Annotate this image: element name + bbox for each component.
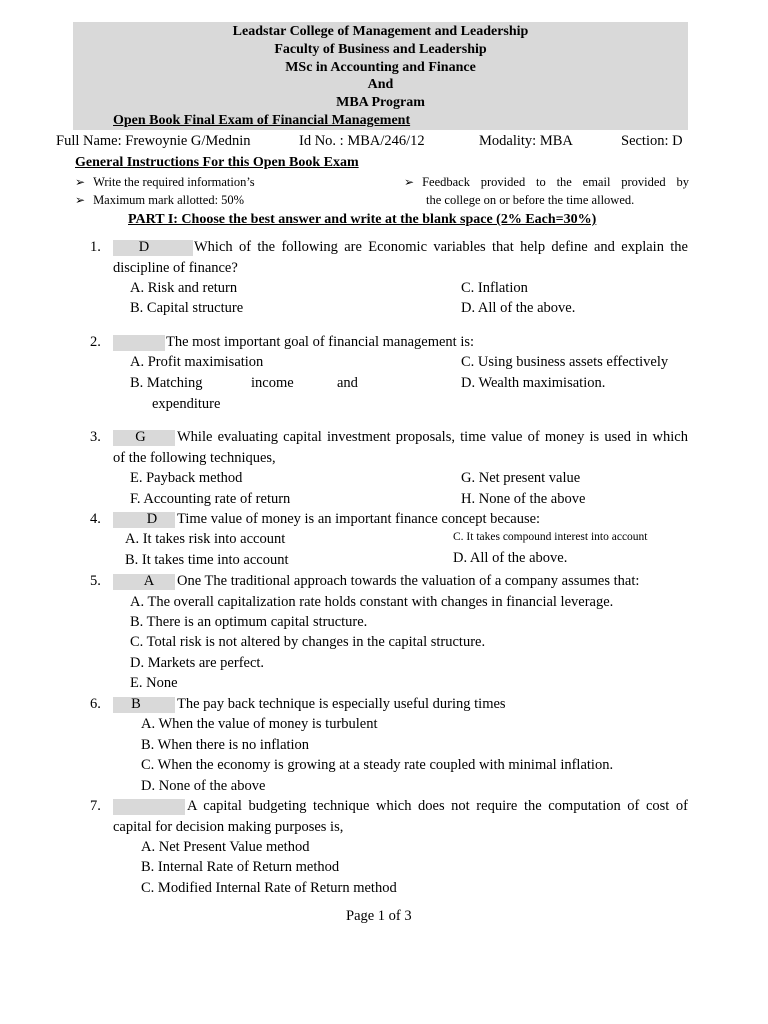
option: A. Profit maximisation bbox=[130, 354, 264, 370]
option: A. The overall capitalization rate holds constant with changes in financial leverage. bbox=[130, 594, 614, 610]
answer-value: D bbox=[138, 239, 150, 255]
arrow-bullet-icon: ➢ bbox=[404, 175, 415, 189]
option: D. Markets are perfect. bbox=[130, 655, 265, 671]
option: C. When the economy is growing at a steady rate coupled with minimal inflation. bbox=[141, 757, 614, 773]
option: B. It takes time into account bbox=[125, 552, 289, 568]
question-number: 2. bbox=[90, 334, 101, 350]
option: D. All of the above. bbox=[453, 550, 568, 566]
option: B. Matching bbox=[130, 375, 203, 391]
question-text-continued: of the following techniques, bbox=[113, 450, 276, 466]
option: E. Payback method bbox=[130, 470, 243, 486]
option-continued: expenditure bbox=[152, 396, 221, 412]
question-text: A capital budgeting technique which does not require the computation of cost of bbox=[187, 798, 688, 814]
option: A. Net Present Value method bbox=[141, 839, 310, 855]
faculty-name: Faculty of Business and Leadership bbox=[274, 42, 487, 57]
part1-heading: PART I: Choose the best answer and write at the blank space (2% Each=30%) bbox=[128, 212, 597, 227]
option: G. Net present value bbox=[461, 470, 581, 486]
instruction-item: ➢ Maximum mark allotted: 50% bbox=[75, 193, 245, 207]
option: B. There is an optimum capital structure. bbox=[130, 614, 368, 630]
mba-program: MBA Program bbox=[336, 95, 425, 110]
question-text-continued: discipline of finance? bbox=[113, 260, 238, 276]
option: C. Modified Internal Rate of Return method bbox=[141, 880, 397, 896]
answer-value: B bbox=[131, 696, 141, 712]
question-text: While evaluating capital investment proposals, time value of money is used in which bbox=[177, 429, 688, 445]
option: H. None of the above bbox=[461, 491, 586, 507]
option: C. It takes compound interest into account bbox=[453, 531, 648, 543]
answer-value: G bbox=[135, 429, 146, 445]
option: C. Total risk is not altered by changes in the capital structure. bbox=[130, 634, 486, 650]
question-number: 3. bbox=[90, 429, 101, 445]
option: A. It takes risk into account bbox=[125, 531, 286, 547]
question-text: The pay back technique is especially useful during times bbox=[177, 696, 506, 712]
option: C. Using business assets effectively bbox=[461, 354, 669, 370]
option: C. Inflation bbox=[461, 280, 528, 296]
question-number: 7. bbox=[90, 798, 101, 814]
option: A. Risk and return bbox=[130, 280, 238, 296]
arrow-bullet-icon: ➢ bbox=[75, 193, 86, 207]
option: B. When there is no inflation bbox=[141, 737, 310, 753]
question-text-continued: capital for decision making purposes is, bbox=[113, 819, 344, 835]
modality: Modality: MBA bbox=[479, 133, 573, 149]
option: E. None bbox=[130, 675, 178, 691]
option: D. Wealth maximisation. bbox=[461, 375, 606, 391]
option: B. Internal Rate of Return method bbox=[141, 859, 340, 875]
instruction-item-continued: the college on or before the time allowed. bbox=[426, 193, 635, 207]
question-number: 5. bbox=[90, 573, 101, 589]
question-text: Which of the following are Economic variables that help define and explain the bbox=[194, 239, 688, 255]
page-number: Page 1 of 3 bbox=[346, 908, 412, 924]
section: Section: D bbox=[621, 133, 683, 149]
question-text: Time value of money is an important finance concept because: bbox=[177, 511, 541, 527]
answer-value: A bbox=[143, 573, 155, 589]
question-number: 6. bbox=[90, 696, 101, 712]
answer-value: D bbox=[146, 511, 158, 527]
instruction-item: ➢ Feedback provided to the email provided by bbox=[404, 175, 689, 189]
answer-blank[interactable] bbox=[113, 799, 185, 815]
question-number: 4. bbox=[90, 511, 101, 527]
arrow-bullet-icon: ➢ bbox=[75, 175, 86, 189]
option: B. Capital structure bbox=[130, 300, 244, 316]
option: D. All of the above. bbox=[461, 300, 576, 316]
option-word: income bbox=[251, 375, 294, 391]
full-name: Full Name: Frewoynie G/Mednin bbox=[56, 133, 251, 149]
and-line: And bbox=[367, 77, 394, 92]
program-name: MSc in Accounting and Finance bbox=[285, 60, 476, 75]
college-name: Leadstar College of Management and Leadership bbox=[232, 24, 529, 39]
question-text: The most important goal of financial management is: bbox=[166, 334, 475, 350]
question-number: 1. bbox=[90, 239, 101, 255]
instruction-item: ➢ Write the required information’s bbox=[75, 175, 255, 189]
instructions-heading: General Instructions For this Open Book Exam bbox=[75, 155, 359, 170]
option-word: and bbox=[337, 375, 358, 391]
exam-title: Open Book Final Exam of Financial Management bbox=[113, 113, 411, 128]
option: A. When the value of money is turbulent bbox=[141, 716, 378, 732]
option: F. Accounting rate of return bbox=[130, 491, 291, 507]
id-number: Id No. : MBA/246/12 bbox=[299, 133, 425, 149]
question-text: One The traditional approach towards the valuation of a company assumes that: bbox=[177, 573, 640, 589]
option: D. None of the above bbox=[141, 778, 266, 794]
answer-blank[interactable] bbox=[113, 335, 165, 351]
